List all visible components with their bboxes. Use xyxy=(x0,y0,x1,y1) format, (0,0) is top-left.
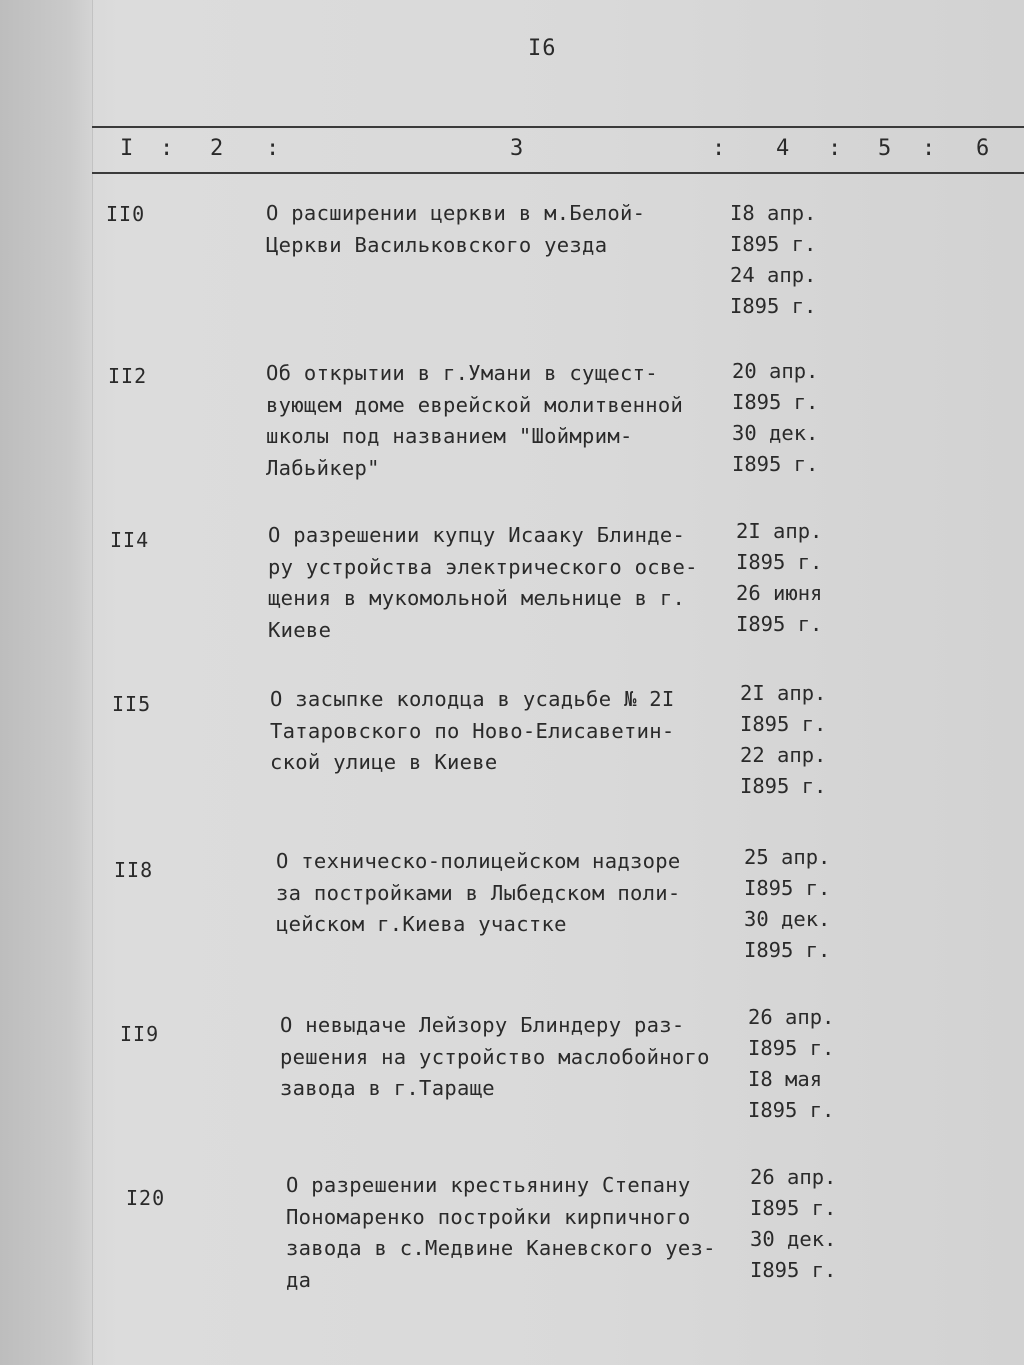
page-binding-edge xyxy=(0,0,93,1365)
row-number: II0 xyxy=(106,202,146,226)
row-dates: 26 апр. I895 г. I8 мая I895 г. xyxy=(748,1005,835,1122)
row-description: О техническо-полицейском надзоре за постройками в Лыбедском поли- цейском г.Киева участке xyxy=(276,849,681,936)
header-top-rule xyxy=(92,126,1024,128)
column-header-3: 3 xyxy=(510,136,524,161)
row-dates: 2I апр. I895 г. 26 июня I895 г. xyxy=(736,519,823,636)
column-header-1: I xyxy=(120,136,134,161)
header-bottom-rule xyxy=(92,172,1024,174)
column-header-4: 4 xyxy=(776,136,790,161)
row-description: О расширении церкви в м.Белой- Церкви Васильковского уезда xyxy=(266,201,646,257)
column-header-2: 2 xyxy=(210,136,224,161)
column-separator: : xyxy=(828,136,842,161)
row-description: О невыдаче Лейзору Блиндеру раз- решения на устройство маслобойного завода в г.Таращe xyxy=(280,1013,710,1100)
column-header-6: 6 xyxy=(976,136,990,161)
row-number: II5 xyxy=(112,692,152,716)
column-header-5: 5 xyxy=(878,136,892,161)
row-description: О разрешении крестьянину Степану Пономаренко постройки кирпичного завода в с.Медвине Каневского уез- да xyxy=(286,1173,716,1292)
column-separator: : xyxy=(160,136,174,161)
column-separator: : xyxy=(712,136,726,161)
row-number: II2 xyxy=(108,364,148,388)
row-dates: 26 апр. I895 г. 30 дек. I895 г. xyxy=(750,1165,837,1282)
row-dates: 20 апр. I895 г. 30 дек. I895 г. xyxy=(732,359,819,476)
row-number: I20 xyxy=(126,1186,166,1210)
column-separator: : xyxy=(922,136,936,161)
row-dates: 25 апр. I895 г. 30 дек. I895 г. xyxy=(744,845,831,962)
row-description: Об открытии в г.Умани в сущест- вующем доме еврейской молитвенной школы под названием "Шоймрим- Лабьйкер" xyxy=(266,361,684,480)
column-separator: : xyxy=(266,136,280,161)
row-number: II9 xyxy=(120,1022,160,1046)
row-number: II8 xyxy=(114,858,154,882)
page-number: I6 xyxy=(528,36,557,61)
row-description: О засыпке колодца в усадьбе № 2I Татаровского по Ново-Елисаветин- ской улице в Киеве xyxy=(270,687,675,774)
row-dates: 2I апр. I895 г. 22 апр. I895 г. xyxy=(740,681,827,798)
row-number: II4 xyxy=(110,528,150,552)
row-description: О разрешении купцу Исааку Блиндe- ру устройства электрического осве- щения в мукомольной мельнице в г. Киеве xyxy=(268,523,698,642)
row-dates: I8 апр. I895 г. 24 апр. I895 г. xyxy=(730,201,817,318)
